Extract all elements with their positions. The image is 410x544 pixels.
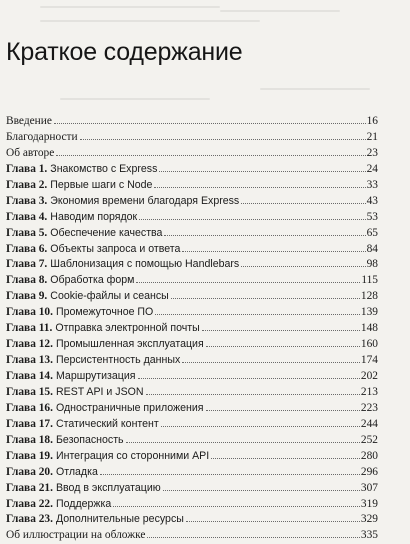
toc-page-number: 213 [360,385,378,398]
toc-page-number: 280 [360,449,378,462]
toc-chapter-title: Маршрутизация [55,370,136,382]
toc-entry-label [6,162,157,178]
toc-page-number: 296 [360,465,378,478]
toc-entry-label [6,385,144,401]
toc-chapter-number: Глава 11. [6,322,53,335]
toc-chapter-title: Безопасность [55,433,124,446]
toc-chapter-number: Глава 19. [6,449,53,462]
toc-entry-label [6,481,161,497]
toc-page-number: 174 [360,354,378,367]
toc-page-number: 84 [366,242,378,255]
toc-entry [6,497,378,513]
toc-chapter-title: Интеграция со сторонними API [55,449,210,462]
toc-page-number: 128 [360,290,378,303]
toc-dot-leader [136,281,360,283]
toc-page-number: 16 [366,115,378,127]
toc-entry-label [6,257,239,273]
toc-dot-leader [164,234,365,236]
toc-entry [6,210,378,226]
toc-entry-label [6,417,159,433]
toc-entry [6,353,378,369]
toc-entry [6,369,378,385]
toc-entry [6,194,378,210]
toc-dot-leader [202,329,360,331]
toc-page-number: 115 [361,274,378,287]
toc-page-number: 223 [360,401,378,414]
toc-entry-label [6,353,180,369]
toc-chapter-title: Об авторе [6,146,55,159]
toc-chapter-title: Поддержка [55,497,112,510]
toc-chapter-title: Одностраничные приложения [55,401,204,414]
toc-chapter-title: Промежуточное ПО [55,306,154,319]
toc-page-number: 307 [360,481,378,494]
toc-chapter-number: Глава 1. [6,162,48,175]
toc-chapter-title: Введение [6,115,52,127]
toc-chapter-number: Глава 9. [6,290,48,303]
toc-page-number: 329 [360,513,378,526]
toc-chapter-title: Наводим порядок [50,210,138,223]
toc-entry [6,321,378,337]
toc-entry [6,433,378,449]
toc-entry [6,449,378,465]
toc-page-number: 202 [360,370,378,382]
toc-dot-leader [171,297,360,299]
toc-chapter-title: Cookie-файлы и сеансы [50,290,169,303]
toc-dot-leader [113,505,360,507]
toc-chapter-title: REST API и JSON [55,385,144,398]
toc-dot-leader [147,536,360,538]
toc-entry-label [6,369,136,385]
toc-chapter-number: Глава 23. [6,513,53,526]
toc-page-number: 148 [360,322,378,335]
toc-dot-leader [154,186,365,188]
toc-entry-label [6,289,169,305]
toc-page-number: 139 [360,306,378,319]
toc-page-number: 33 [366,178,378,191]
toc-entry [6,305,378,321]
toc-dot-leader [206,345,360,347]
toc-chapter-title: Обеспечение качества [50,226,163,239]
toc-entry [6,512,378,528]
toc-dot-leader [182,361,360,363]
toc-entry-label [6,242,180,258]
toc-chapter-number: Глава 8. [6,274,48,287]
toc-entry-label [6,401,204,417]
toc-entry [6,257,378,273]
toc-entry [6,130,378,146]
toc-page-number: 252 [360,433,378,446]
toc-dot-leader [163,489,360,491]
toc-chapter-number: Глава 22. [6,497,53,510]
toc-chapter-title: Обработка форм [50,274,135,287]
toc-dot-leader [161,425,360,427]
toc-entry-label [6,512,184,528]
toc-entry-label [6,305,153,321]
toc-dot-leader [139,218,365,220]
toc-chapter-number: Глава 2. [6,178,48,191]
toc-chapter-title: Ввод в эксплуатацию [55,481,161,494]
toc-chapter-title: Отладка [55,465,98,478]
toc-page-number: 319 [360,497,378,510]
toc-chapter-number: Глава 7. [6,258,48,271]
toc-chapter-title: Благодарности [6,130,78,143]
toc-entry [6,385,378,401]
toc-entry-label [6,130,78,146]
toc-dot-leader [100,473,360,475]
toc-chapter-title: Дополнительные ресурсы [55,513,184,526]
toc-entry-label [6,528,145,544]
toc-entry [6,337,378,353]
toc-page-number: 65 [366,226,378,239]
toc-dot-leader [241,202,365,204]
table-of-contents [6,114,378,544]
toc-entry [6,465,378,481]
toc-entry-label [6,321,200,337]
toc-dot-leader [138,377,360,379]
toc-chapter-title: Промышленная эксплуатация [55,338,204,351]
toc-entry [6,481,378,497]
toc-dot-leader [56,154,365,156]
toc-entry [6,401,378,417]
toc-entry [6,273,378,289]
toc-chapter-title: Отправка электронной почты [55,322,200,335]
toc-dot-leader [182,250,365,252]
toc-page-number: 43 [366,194,378,207]
toc-chapter-title: Знакомство с Express [50,162,158,175]
toc-chapter-title: Экономия времени благодаря Express [50,194,240,207]
toc-dot-leader [54,122,366,124]
toc-page-number: 23 [366,146,378,159]
toc-entry-label [6,146,54,162]
toc-chapter-number: Глава 15. [6,385,53,398]
toc-entry-label [6,178,152,194]
toc-chapter-title: Первые шаги с Node [50,178,153,191]
toc-entry-label [6,497,111,513]
toc-entry [6,162,378,178]
toc-entry-label [6,194,239,210]
toc-entry-label [6,465,98,481]
toc-entry-label [6,433,124,449]
toc-chapter-title: Персистентность данных [55,354,181,367]
toc-entry [6,146,378,162]
toc-chapter-number: Глава 4. [6,210,48,223]
toc-page-number: 244 [360,417,378,430]
toc-chapter-number: Глава 17. [6,417,53,430]
toc-dot-leader [146,393,360,395]
toc-chapter-number: Глава 5. [6,226,48,239]
toc-dot-leader [206,409,360,411]
toc-chapter-title: Об иллюстрации на обложке [6,529,146,542]
toc-chapter-title: Объекты запроса и ответа [50,242,181,255]
toc-chapter-number: Глава 18. [6,433,53,446]
toc-page-number: 53 [366,210,378,223]
toc-entry-label [6,449,209,465]
toc-entry-label [6,226,162,242]
toc-entry [6,289,378,305]
toc-entry [6,528,378,544]
toc-dot-leader [159,170,365,172]
toc-entry-label [6,273,134,289]
toc-dot-leader [80,138,366,140]
toc-chapter-number: Глава 3. [6,194,48,207]
toc-dot-leader [126,441,360,443]
toc-chapter-number: Глава 10. [6,306,53,319]
toc-entry [6,242,378,258]
toc-chapter-number: Глава 21. [6,481,53,494]
toc-entry [6,178,378,194]
toc-entry-label [6,114,52,130]
toc-entry [6,114,378,130]
toc-chapter-number: Глава 12. [6,338,53,351]
toc-chapter-number: Глава 20. [6,465,53,478]
toc-page-number: 160 [360,338,378,351]
toc-dot-leader [155,313,360,315]
toc-dot-leader [186,520,360,522]
toc-chapter-title: Статический контент [55,417,159,430]
toc-page-number: 335 [360,529,378,542]
toc-entry [6,226,378,242]
toc-chapter-number: Глава 16. [6,401,53,414]
toc-chapter-title: Шаблонизация с помощью Handlebars [50,258,240,271]
toc-entry [6,417,378,433]
toc-page-number: 98 [366,258,378,271]
toc-page-number: 24 [366,162,378,175]
toc-chapter-number: Глава 14. [6,370,53,382]
toc-page-number: 21 [366,130,378,143]
toc-entry-label [6,210,137,226]
page-title: Краткое содержание [6,38,243,66]
toc-dot-leader [211,457,360,459]
toc-chapter-number: Глава 6. [6,242,48,255]
toc-chapter-number: Глава 13. [6,354,53,367]
toc-dot-leader [241,265,365,267]
toc-entry-label [6,337,204,353]
